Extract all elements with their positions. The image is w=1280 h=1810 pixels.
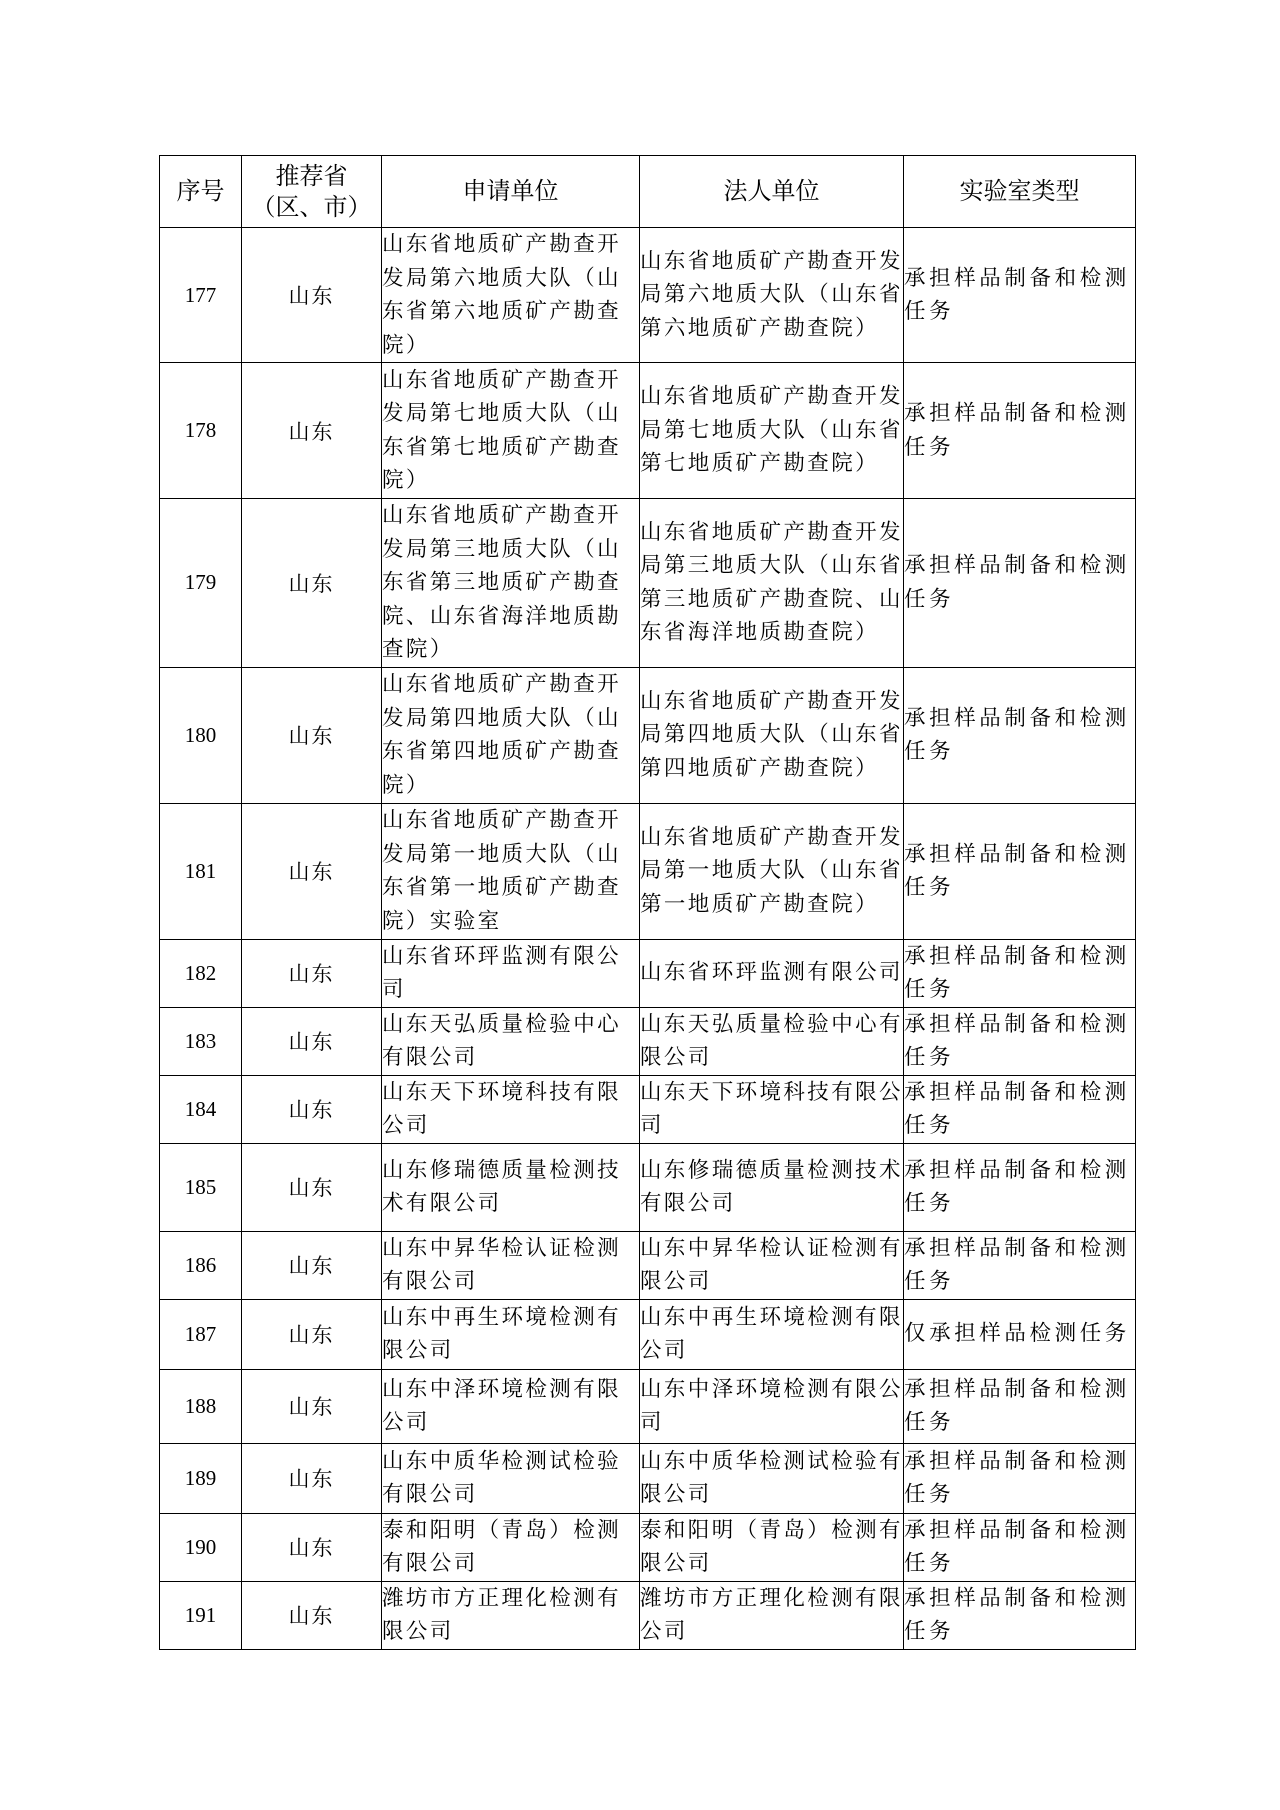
table-row <box>160 803 1136 939</box>
row-legal-entity: 山东省地质矿产勘查开发局第七地质大队（山东省第七地质矿产勘查院） <box>640 363 904 499</box>
row-legal-entity: 潍坊市方正理化检测有限公司 <box>640 1581 904 1649</box>
row-province: 山东 <box>242 1007 382 1075</box>
row-legal-entity: 山东省地质矿产勘查开发局第六地质大队（山东省第六地质矿产勘查院） <box>640 228 904 363</box>
row-province: 山东 <box>242 1299 382 1369</box>
row-applicant: 山东省地质矿产勘查开发局第三地质大队（山东省第三地质矿产勘查院、山东省海洋地质勘查院） <box>382 499 640 668</box>
table-row <box>160 1581 1136 1649</box>
row-seq: 178 <box>160 363 242 499</box>
table-body <box>160 228 1136 1650</box>
row-seq: 183 <box>160 1007 242 1075</box>
row-seq: 177 <box>160 228 242 363</box>
row-applicant: 山东省地质矿产勘查开发局第四地质大队（山东省第四地质矿产勘查院） <box>382 667 640 803</box>
header-legal-entity: 法人单位 <box>640 156 904 228</box>
row-legal-entity: 山东天下环境科技有限公司 <box>640 1075 904 1143</box>
header-applicant: 申请单位 <box>382 156 640 228</box>
row-lab-type: 承担样品制备和检测任务 <box>904 1581 1136 1649</box>
row-applicant: 山东省地质矿产勘查开发局第六地质大队（山东省第六地质矿产勘查院） <box>382 228 640 363</box>
row-legal-entity: 山东中质华检测试检验有限公司 <box>640 1443 904 1513</box>
row-province: 山东 <box>242 1369 382 1443</box>
row-lab-type: 承担样品制备和检测任务 <box>904 1369 1136 1443</box>
header-lab-type: 实验室类型 <box>904 156 1136 228</box>
row-province: 山东 <box>242 667 382 803</box>
row-legal-entity: 山东中泽环境检测有限公司 <box>640 1369 904 1443</box>
row-lab-type: 承担样品制备和检测任务 <box>904 499 1136 668</box>
row-province: 山东 <box>242 1581 382 1649</box>
row-seq: 180 <box>160 667 242 803</box>
row-legal-entity: 山东省地质矿产勘查开发局第三地质大队（山东省第三地质矿产勘查院、山东省海洋地质勘查院） <box>640 499 904 668</box>
table-row <box>160 1513 1136 1581</box>
row-legal-entity: 山东修瑞德质量检测技术有限公司 <box>640 1143 904 1231</box>
row-seq: 190 <box>160 1513 242 1581</box>
row-lab-type: 承担样品制备和检测任务 <box>904 1075 1136 1143</box>
row-applicant: 山东天弘质量检验中心有限公司 <box>382 1007 640 1075</box>
row-applicant: 山东省地质矿产勘查开发局第七地质大队（山东省第七地质矿产勘查院） <box>382 363 640 499</box>
row-lab-type: 仅承担样品检测任务 <box>904 1299 1136 1369</box>
row-seq: 179 <box>160 499 242 668</box>
row-applicant: 泰和阳明（青岛）检测有限公司 <box>382 1513 640 1581</box>
row-seq: 185 <box>160 1143 242 1231</box>
row-seq: 187 <box>160 1299 242 1369</box>
row-lab-type: 承担样品制备和检测任务 <box>904 1513 1136 1581</box>
row-province: 山东 <box>242 1513 382 1581</box>
row-lab-type: 承担样品制备和检测任务 <box>904 939 1136 1007</box>
row-legal-entity: 山东省环玶监测有限公司 <box>640 939 904 1007</box>
row-seq: 181 <box>160 803 242 939</box>
header-province-line2: （区、市） <box>251 192 372 221</box>
table-row <box>160 667 1136 803</box>
row-legal-entity: 山东中再生环境检测有限公司 <box>640 1299 904 1369</box>
table-row <box>160 1299 1136 1369</box>
table-row <box>160 363 1136 499</box>
row-lab-type: 承担样品制备和检测任务 <box>904 228 1136 363</box>
header-seq: 序号 <box>160 156 242 228</box>
row-applicant: 山东中质华检测试检验有限公司 <box>382 1443 640 1513</box>
header-province <box>242 156 382 228</box>
table-row <box>160 499 1136 668</box>
table-header <box>160 156 1136 228</box>
row-province: 山东 <box>242 803 382 939</box>
row-applicant: 山东省环玶监测有限公司 <box>382 939 640 1007</box>
row-seq: 188 <box>160 1369 242 1443</box>
header-row <box>160 156 1136 228</box>
table-row <box>160 1143 1136 1231</box>
row-applicant: 山东省地质矿产勘查开发局第一地质大队（山东省第一地质矿产勘查院）实验室 <box>382 803 640 939</box>
row-seq: 184 <box>160 1075 242 1143</box>
row-province: 山东 <box>242 1443 382 1513</box>
row-legal-entity: 山东中昇华检认证检测有限公司 <box>640 1231 904 1299</box>
row-legal-entity: 山东省地质矿产勘查开发局第四地质大队（山东省第四地质矿产勘查院） <box>640 667 904 803</box>
table-row <box>160 1369 1136 1443</box>
row-applicant: 山东中再生环境检测有限公司 <box>382 1299 640 1369</box>
table-row <box>160 1231 1136 1299</box>
row-legal-entity: 山东省地质矿产勘查开发局第一地质大队（山东省第一地质矿产勘查院） <box>640 803 904 939</box>
table-row <box>160 228 1136 363</box>
row-province: 山东 <box>242 228 382 363</box>
row-province: 山东 <box>242 499 382 668</box>
lab-list-table <box>159 155 1136 1650</box>
row-province: 山东 <box>242 1075 382 1143</box>
row-province: 山东 <box>242 1231 382 1299</box>
row-lab-type: 承担样品制备和检测任务 <box>904 1143 1136 1231</box>
row-lab-type: 承担样品制备和检测任务 <box>904 1007 1136 1075</box>
row-applicant: 潍坊市方正理化检测有限公司 <box>382 1581 640 1649</box>
row-lab-type: 承担样品制备和检测任务 <box>904 803 1136 939</box>
row-province: 山东 <box>242 939 382 1007</box>
row-legal-entity: 山东天弘质量检验中心有限公司 <box>640 1007 904 1075</box>
row-legal-entity: 泰和阳明（青岛）检测有限公司 <box>640 1513 904 1581</box>
row-lab-type: 承担样品制备和检测任务 <box>904 363 1136 499</box>
header-province-line1: 推荐省 <box>275 161 348 190</box>
row-applicant: 山东天下环境科技有限公司 <box>382 1075 640 1143</box>
row-province: 山东 <box>242 363 382 499</box>
table-row <box>160 1443 1136 1513</box>
row-applicant: 山东中昇华检认证检测有限公司 <box>382 1231 640 1299</box>
row-lab-type: 承担样品制备和检测任务 <box>904 1443 1136 1513</box>
table-row <box>160 939 1136 1007</box>
row-province: 山东 <box>242 1143 382 1231</box>
row-applicant: 山东中泽环境检测有限公司 <box>382 1369 640 1443</box>
row-seq: 191 <box>160 1581 242 1649</box>
table-row <box>160 1007 1136 1075</box>
row-seq: 182 <box>160 939 242 1007</box>
row-lab-type: 承担样品制备和检测任务 <box>904 1231 1136 1299</box>
row-lab-type: 承担样品制备和检测任务 <box>904 667 1136 803</box>
row-seq: 186 <box>160 1231 242 1299</box>
row-applicant: 山东修瑞德质量检测技术有限公司 <box>382 1143 640 1231</box>
table-row <box>160 1075 1136 1143</box>
row-seq: 189 <box>160 1443 242 1513</box>
